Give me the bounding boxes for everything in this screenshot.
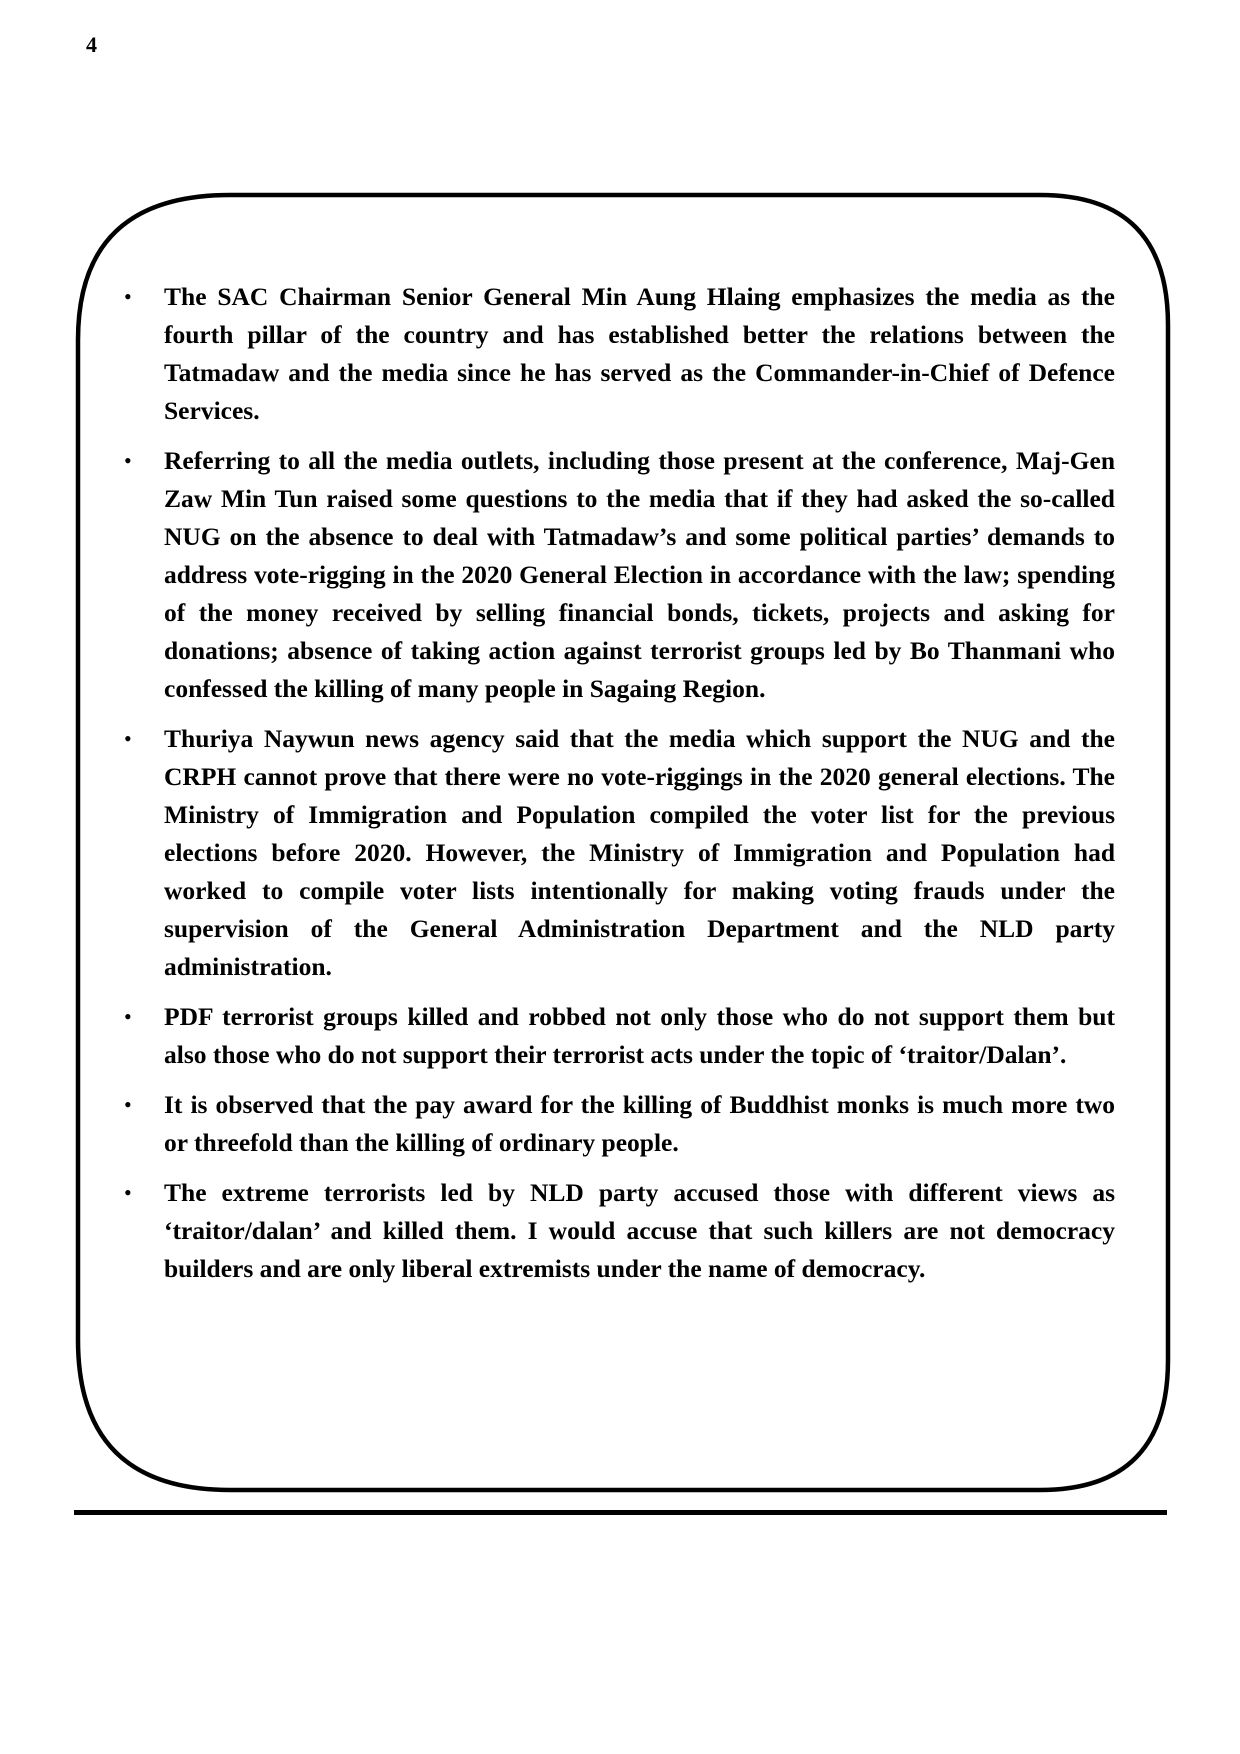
bullet-icon: • [124,726,132,751]
bullet-text: The extreme terrorists led by NLD party accused those with different views as ‘traitor/dalan’ and killed them. I would accuse that such killers are not democracy builders and are only liberal extremists under the name of democracy. [164,1178,1115,1283]
list-item [120,720,1115,986]
bullet-icon: • [124,284,132,309]
bullet-icon: • [124,1180,132,1205]
bullet-text: PDF terrorist groups killed and robbed not only those who do not support them but also those who do not support their terrorist acts under the topic of ‘traitor/Dalan’. [164,1002,1115,1069]
bullet-text: Thuriya Naywun news agency said that the media which support the NUG and the CRPH cannot prove that there were no vote-riggings in the 2020 general elections. The Ministry of Immigration and Population compiled the voter list for the previous elections before 2020. However, the Ministry of Immigration and Population had worked to compile voter lists intentionally for making voting frauds under the supervision of the General Administration Department and the NLD party administration. [164,724,1115,981]
list-item [120,442,1115,708]
bullet-text: The SAC Chairman Senior General Min Aung Hlaing emphasizes the media as the fourth pillar of the country and has established better the relations between the Tatmadaw and the media since he has served as the Commander-in-Chief of Defence Services. [164,282,1115,425]
list-item [120,1174,1115,1288]
bullet-text: Referring to all the media outlets, including those present at the conference, Maj-Gen Zaw Min Tun raised some questions to the media that if they had asked the so-called NUG on the absence to deal with Tatmadaw’s and some political parties’ demands to address vote-rigging in the 2020 General Election in accordance with the law; spending of the money received by selling financial bonds, tickets, projects and asking for donations; absence of taking action against terrorist groups led by Bo Thanmani who confessed the killing of many people in Sagaing Region. [164,446,1115,703]
page-number: 4 [86,32,97,57]
list-item [120,998,1115,1074]
bullet-list [120,278,1115,1300]
list-item [120,278,1115,430]
footer-divider [74,1510,1167,1515]
bullet-icon: • [124,448,132,473]
bullet-text: It is observed that the pay award for the killing of Buddhist monks is much more two or threefold than the killing of ordinary people. [164,1090,1115,1157]
bullet-icon: • [124,1004,132,1029]
list-item [120,1086,1115,1162]
bullet-icon: • [124,1092,132,1117]
